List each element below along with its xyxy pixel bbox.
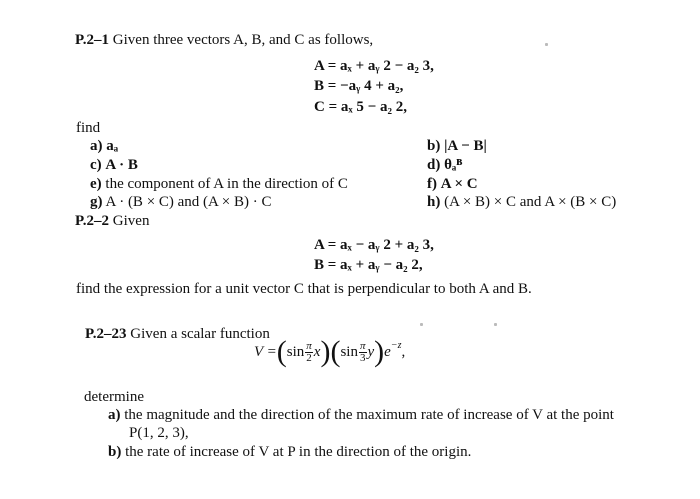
sin-1: sin <box>286 343 305 360</box>
part-a <box>90 137 118 155</box>
equation-vector-b-2: B = aₓ + aᵧ − a₂ 2, <box>314 257 423 273</box>
part-g <box>90 193 272 211</box>
problem-2-1-heading: P.2–1 <box>75 32 110 48</box>
open-paren-1: ( <box>276 335 287 368</box>
part-h <box>427 193 616 211</box>
part-g-label: g) <box>90 194 103 210</box>
part-c-text: A · B <box>105 157 138 173</box>
item-b-label: b) <box>108 444 122 460</box>
part-f-label: f) <box>427 176 437 192</box>
part-e <box>90 175 348 193</box>
part-a-text: aₐ <box>106 138 119 154</box>
problem-2-23-intro: Given a scalar function <box>130 326 270 342</box>
item-b-text: the rate of increase of V at P in the direction of the origin. <box>125 444 472 460</box>
equation-vector-a-2: A = aₓ − aᵧ 2 + a₂ 3, <box>314 237 434 253</box>
var-x: x <box>313 343 321 360</box>
part-a-label: a) <box>90 138 103 154</box>
equation-vector-b: B = −aᵧ 4 + a₂, <box>314 78 404 94</box>
var-y: y <box>367 343 375 360</box>
part-e-label: e) <box>90 176 102 192</box>
fraction-2-denominator: 3 <box>359 351 366 364</box>
scan-speck <box>420 323 423 326</box>
problem-2-1-intro: Given three vectors A, B, and C as follows, <box>112 32 374 48</box>
fraction-1-denominator: 2 <box>306 351 312 364</box>
find-label: find <box>76 120 101 136</box>
fraction-pi-over-3 <box>359 341 367 364</box>
sin-2: sin <box>340 343 358 360</box>
item-a-point: P(1, 2, 3), <box>129 425 189 441</box>
part-f-text: A × C <box>440 176 478 192</box>
exp-base: e <box>384 343 391 360</box>
part-b-label: b) <box>427 138 441 154</box>
problem-2-23-statement <box>85 325 270 343</box>
part-c-label: c) <box>90 157 102 173</box>
problem-2-2-statement <box>75 212 149 230</box>
scan-speck <box>545 43 548 46</box>
part-f <box>427 175 478 193</box>
equation-vector-a: A = aₓ + aᵧ 2 − a₂ 3, <box>314 58 434 74</box>
part-h-text: (A × B) × C and A × (B × C) <box>444 194 617 210</box>
part-h-label: h) <box>427 194 441 210</box>
problem-2-2-intro: Given <box>112 213 150 229</box>
problem-2-1-statement <box>75 31 373 49</box>
item-a-line1: the magnitude and the direction of the maximum rate of increase of V at the point <box>124 407 614 423</box>
part-c <box>90 156 138 174</box>
problem-2-2-heading: P.2–2 <box>75 213 110 229</box>
equation-lhs: V = <box>254 343 277 360</box>
open-paren-2: ( <box>330 335 341 368</box>
problem-2-23-heading: P.2–23 <box>85 326 127 342</box>
item-b <box>108 443 471 461</box>
close-paren-2: ) <box>374 335 385 368</box>
scalar-function-equation <box>254 337 405 367</box>
problem-2-2-task: find the expression for a unit vector C that is perpendicular to both A and B. <box>76 281 532 297</box>
part-g-text: A · (B × C) and (A × B) · C <box>105 194 272 210</box>
part-b-text: |A − B| <box>444 138 487 154</box>
part-d <box>427 156 462 174</box>
equation-vector-c: C = aₓ 5 − a₂ 2, <box>314 99 407 115</box>
close-paren-1: ) <box>320 335 331 368</box>
part-d-text: θₐᴮ <box>444 157 463 173</box>
determine-label: determine <box>84 389 144 405</box>
part-d-label: d) <box>427 157 441 173</box>
scan-speck <box>494 323 497 326</box>
fraction-2-numerator: π <box>359 339 366 352</box>
fraction-pi-over-2 <box>305 341 313 364</box>
equation-comma: , <box>401 343 406 360</box>
exponent: −z <box>390 339 402 351</box>
item-a-label: a) <box>108 407 121 423</box>
part-b <box>427 137 487 155</box>
fraction-1-numerator: π <box>306 339 312 352</box>
item-a <box>108 406 614 424</box>
part-e-text: the component of A in the direction of C <box>105 176 348 192</box>
